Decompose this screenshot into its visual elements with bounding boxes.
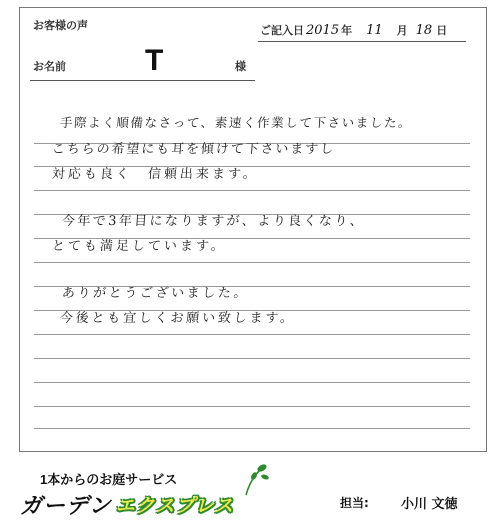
message-line: こちらの希望にも耳を傾けて下さいますし	[51, 142, 336, 157]
date-day: 18	[415, 23, 433, 38]
service-tagline: 1本からのお庭サービス	[40, 472, 178, 487]
message-line: ありがとうございました。	[61, 286, 250, 301]
date-underline	[258, 41, 466, 42]
staff-label: 担当:	[340, 496, 369, 510]
ruled-line	[34, 428, 470, 429]
honorific: 様	[235, 60, 246, 73]
date-month: 11	[366, 23, 383, 38]
date-year-unit: 年	[341, 24, 353, 37]
ruled-line	[34, 382, 470, 383]
date-day-unit: 日	[436, 24, 448, 37]
brand-logo	[20, 489, 235, 518]
message-line: 対応も良く 信頼出来ます。	[51, 167, 260, 182]
entry-date	[260, 22, 447, 38]
message-line: 今年で3年目になりますが、より良くなり、	[61, 214, 366, 229]
sprout-icon	[240, 462, 276, 496]
date-month-unit: 月	[396, 24, 408, 37]
ruled-line	[34, 334, 470, 335]
name-underline	[30, 80, 255, 81]
ruled-line	[34, 190, 470, 191]
staff-name: 小川 文徳	[401, 497, 458, 512]
customer-initial: T	[145, 44, 164, 77]
ruled-line	[34, 358, 470, 359]
message-line: 手際よく順備なさって、素速く作業して下さいました。	[59, 115, 413, 130]
brand-name-garden: ガーデン	[20, 493, 112, 518]
message-line: 今後とも宜しくお願い致します。	[59, 311, 297, 326]
date-label: ご記入日	[260, 24, 304, 37]
message-line: とても満足しています。	[51, 239, 228, 254]
date-year: 2015	[306, 23, 340, 38]
ruled-line	[34, 406, 470, 407]
card-heading: お客様の声	[33, 19, 88, 32]
brand-name-express: エクスプレス	[115, 496, 235, 517]
name-label: お名前	[33, 60, 66, 73]
ruled-line	[34, 262, 470, 263]
customer-voice-card	[19, 7, 487, 452]
